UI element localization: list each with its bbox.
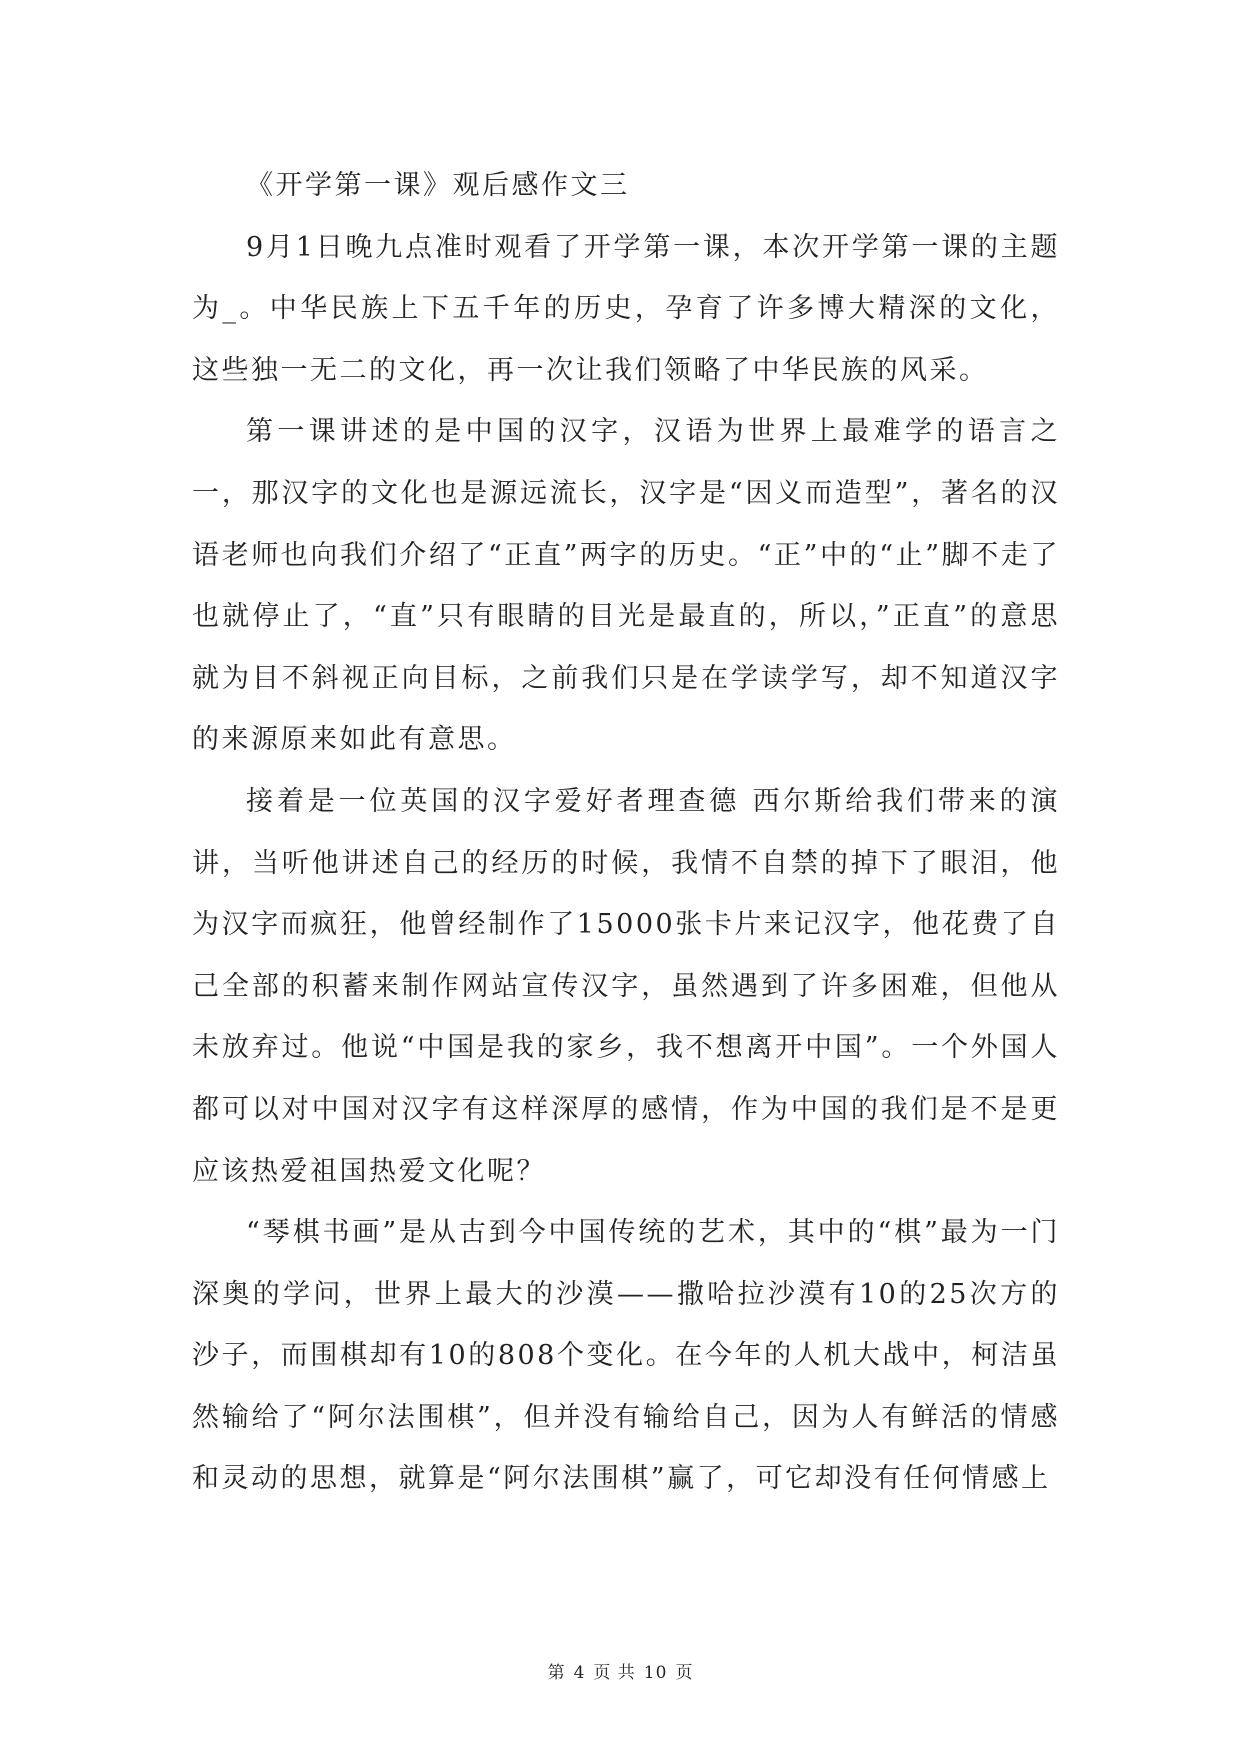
document-body	[192, 155, 1060, 1510]
page-footer	[0, 1658, 1241, 1683]
footer-prefix: 第	[547, 1663, 566, 1683]
footer-suffix: 页	[675, 1663, 694, 1683]
current-page-number: 4	[573, 1663, 586, 1683]
total-pages-number: 10	[643, 1663, 668, 1683]
paragraph-4: “琴棋书画”是从古到今中国传统的艺术，其中的“棋”最为一门深奥的学问，世界上最大的沙漠——撒哈拉沙漠有10的25次方的沙子，而围棋却有10的808个变化。在今年的人机大战中，柯洁虽然输给了“阿尔法围棋”，但并没有输给自己，因为人有鲜活的情感和灵动的思想，就算是“阿尔法围棋”赢了，可它却没有任何情感上	[192, 1217, 1060, 1495]
document-title: 《开学第一课》观后感作文三	[246, 170, 630, 201]
paragraph-1: 9月1日晚九点准时观看了开学第一课，本次开学第一课的主题为_。中华民族上下五千年的历史，孕育了许多博大精深的文化，这些独一无二的文化，再一次让我们领略了中华民族的风采。	[192, 231, 1060, 386]
paragraph-3: 接着是一位英国的汉字爱好者理查德 西尔斯给我们带来的演讲，当听他讲述自己的经历的时候，我情不自禁的掉下了眼泪，他为汉字而疯狂，他曾经制作了15000张卡片来记汉字，他花费了自己全部的积蓄来制作网站宣传汉字，虽然遇到了许多困难，但他从未放弃过。他说“中国是我的家乡，我不想离开中国”。一个外国人都可以对中国对汉字有这样深厚的感情，作为中国的我们是不是更应该热爱祖国热爱文化呢？	[192, 785, 1060, 1187]
footer-mid: 页 共	[593, 1663, 636, 1683]
paragraph-2: 第一课讲述的是中国的汉字，汉语为世界上最难学的语言之一，那汉字的文化也是源远流长，汉字是“因义而造型”，著名的汉语老师也向我们介绍了“正直”两字的历史。“正”中的“止”脚不走了也就停止了，“直”只有眼睛的目光是最直的，所以，”正直”的意思就为目不斜视正向目标，之前我们只是在学读学写，却不知道汉字的来源原来如此有意思。	[192, 416, 1060, 756]
